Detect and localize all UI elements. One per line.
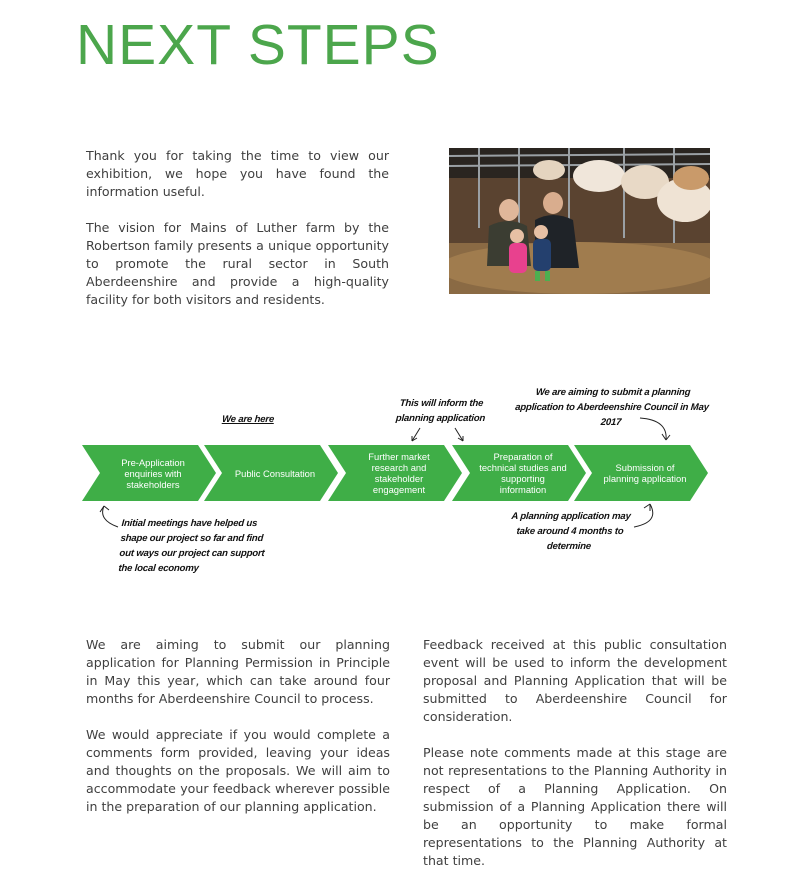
timeline-step-4-label: Preparation of technical studies and supporting information bbox=[479, 451, 567, 495]
right-paragraph-2: Please note comments made at this stage are not representations to the Planning Authority in respect of a Planning Application. On submission of a Planning Application there will be an opportunity to make formal representations to the Planning Authority at that time. bbox=[423, 745, 727, 868]
timeline-step-1 bbox=[98, 445, 208, 501]
left-paragraph-1: We are aiming to submit our planning application for Planning Permission in Principle in May this year, which can take around four months for Aberdeenshire Council to process. bbox=[86, 637, 390, 706]
timeline-step-3-label: Further market research and stakeholder engagement bbox=[368, 451, 430, 495]
timeline-step-2 bbox=[220, 445, 330, 501]
timeline-step-2-label: Public Consultation bbox=[234, 467, 316, 479]
note-initial-meetings: Initial meetings have helped us shape our project so far and find out ways our project can support the local economy bbox=[118, 518, 265, 574]
timeline-step-1-label: Pre-Application enquiries with stakeholders bbox=[121, 456, 185, 490]
intro-text bbox=[86, 147, 389, 327]
intro-paragraph-1: Thank you for taking the time to view our exhibition, we hope you have found the information useful. bbox=[86, 148, 389, 199]
left-column-text bbox=[86, 636, 390, 834]
family-farm-photo bbox=[449, 148, 710, 294]
right-paragraph-1: Feedback received at this public consultation event will be used to inform the development proposal and Planning Application that will be submitted to Aberdeenshire Council for consideration. bbox=[423, 637, 727, 724]
note-inform-planning: This will inform the planning application bbox=[395, 398, 486, 424]
page-title: NEXT STEPS bbox=[76, 13, 440, 77]
timeline-step-4 bbox=[468, 445, 578, 501]
timeline-step-5 bbox=[590, 445, 700, 501]
process-timeline bbox=[80, 445, 720, 501]
timeline-step-5-label: Submission of planning application bbox=[603, 462, 687, 484]
left-paragraph-2: We would appreciate if you would complete a comments form provided, leaving your ideas and thoughts on the proposals. We will aim to accommodate your feedback wherever possible in the preparation of our planning application. bbox=[86, 727, 390, 814]
intro-paragraph-2: The vision for Mains of Luther farm by the Robertson family presents a unique opportunity to promote the rural sector in South Aberdeenshire and provide a high-quality facility for both visitors and residents. bbox=[86, 220, 389, 307]
right-column-text bbox=[423, 636, 727, 888]
note-we-are-here: We are here bbox=[221, 414, 275, 425]
timeline-step-3 bbox=[344, 445, 454, 501]
note-aiming-submit: We are aiming to submit a planning application to Aberdeenshire Council in May 2017 bbox=[514, 387, 710, 428]
note-four-months: A planning application may take around 4 months to determine bbox=[511, 511, 632, 552]
